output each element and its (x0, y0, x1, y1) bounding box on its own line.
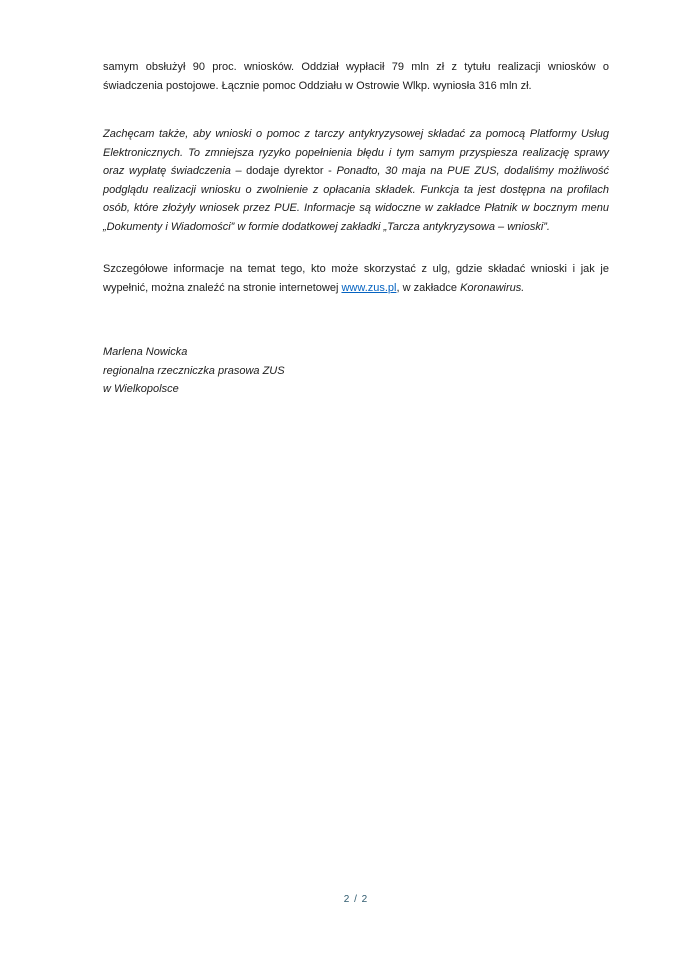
info-paragraph (103, 260, 609, 297)
page-number: 2 / 2 (343, 894, 369, 905)
info-text-after-link: , w zakładce (396, 281, 461, 294)
zus-website-link[interactable]: www.zus.pl (341, 281, 397, 294)
info-text-before-link: Szczegółowe informacje na temat tego, kto może skorzystać z ulg, gdzie składać wnioski i jak je wypełnić, można znaleźć na stronie internetowej (103, 263, 609, 294)
koronawirus-term: Koronawirus. (460, 281, 525, 294)
continuation-paragraph: samym obsłużył 90 proc. wniosków. Oddział wypłacił 79 mln zł z tytułu realizacji wniosków o świadczenia postojowe. Łącznie pomoc Oddziału w Ostrowie Wlkp. wyniosła 316 mln zł. (103, 61, 609, 92)
signature-name: Marlena Nowicka (103, 346, 188, 358)
signature-role: regionalna rzeczniczka prasowa ZUS (103, 364, 285, 377)
quote-text-part-1: Zachęcam także, aby wnioski o pomoc z tarczy antykryzysowej składać za pomocą Platformy Usług Elektronicznych. To zmniejsza ryzyko popełnienia błędu i tym samym przyspiesza realizację sprawy oraz wypłatę świadczenia – (103, 128, 609, 177)
signature-region: w Wielkopolsce (103, 383, 179, 395)
quote-paragraph (103, 125, 609, 236)
quote-attribution: dodaje dyrektor - (246, 165, 337, 177)
quote-text-part-2: Ponadto, 30 maja na PUE ZUS, dodaliśmy możliwość podglądu realizacji wniosku o zwolnienie z opłacania składek. Funkcja ta jest dostępna na profilach osób, które złożyły wniosek przez PUE. Informacje są widoczne w zakładce Płatnik w bocznym menu „Dokumenty i Wiadomości” w formie dodatkowej zakładki „Tarcza antykryzysowa – wnioski”. (103, 165, 609, 233)
page-footer (103, 889, 609, 907)
page-content (103, 58, 609, 399)
signature-block (103, 343, 609, 399)
